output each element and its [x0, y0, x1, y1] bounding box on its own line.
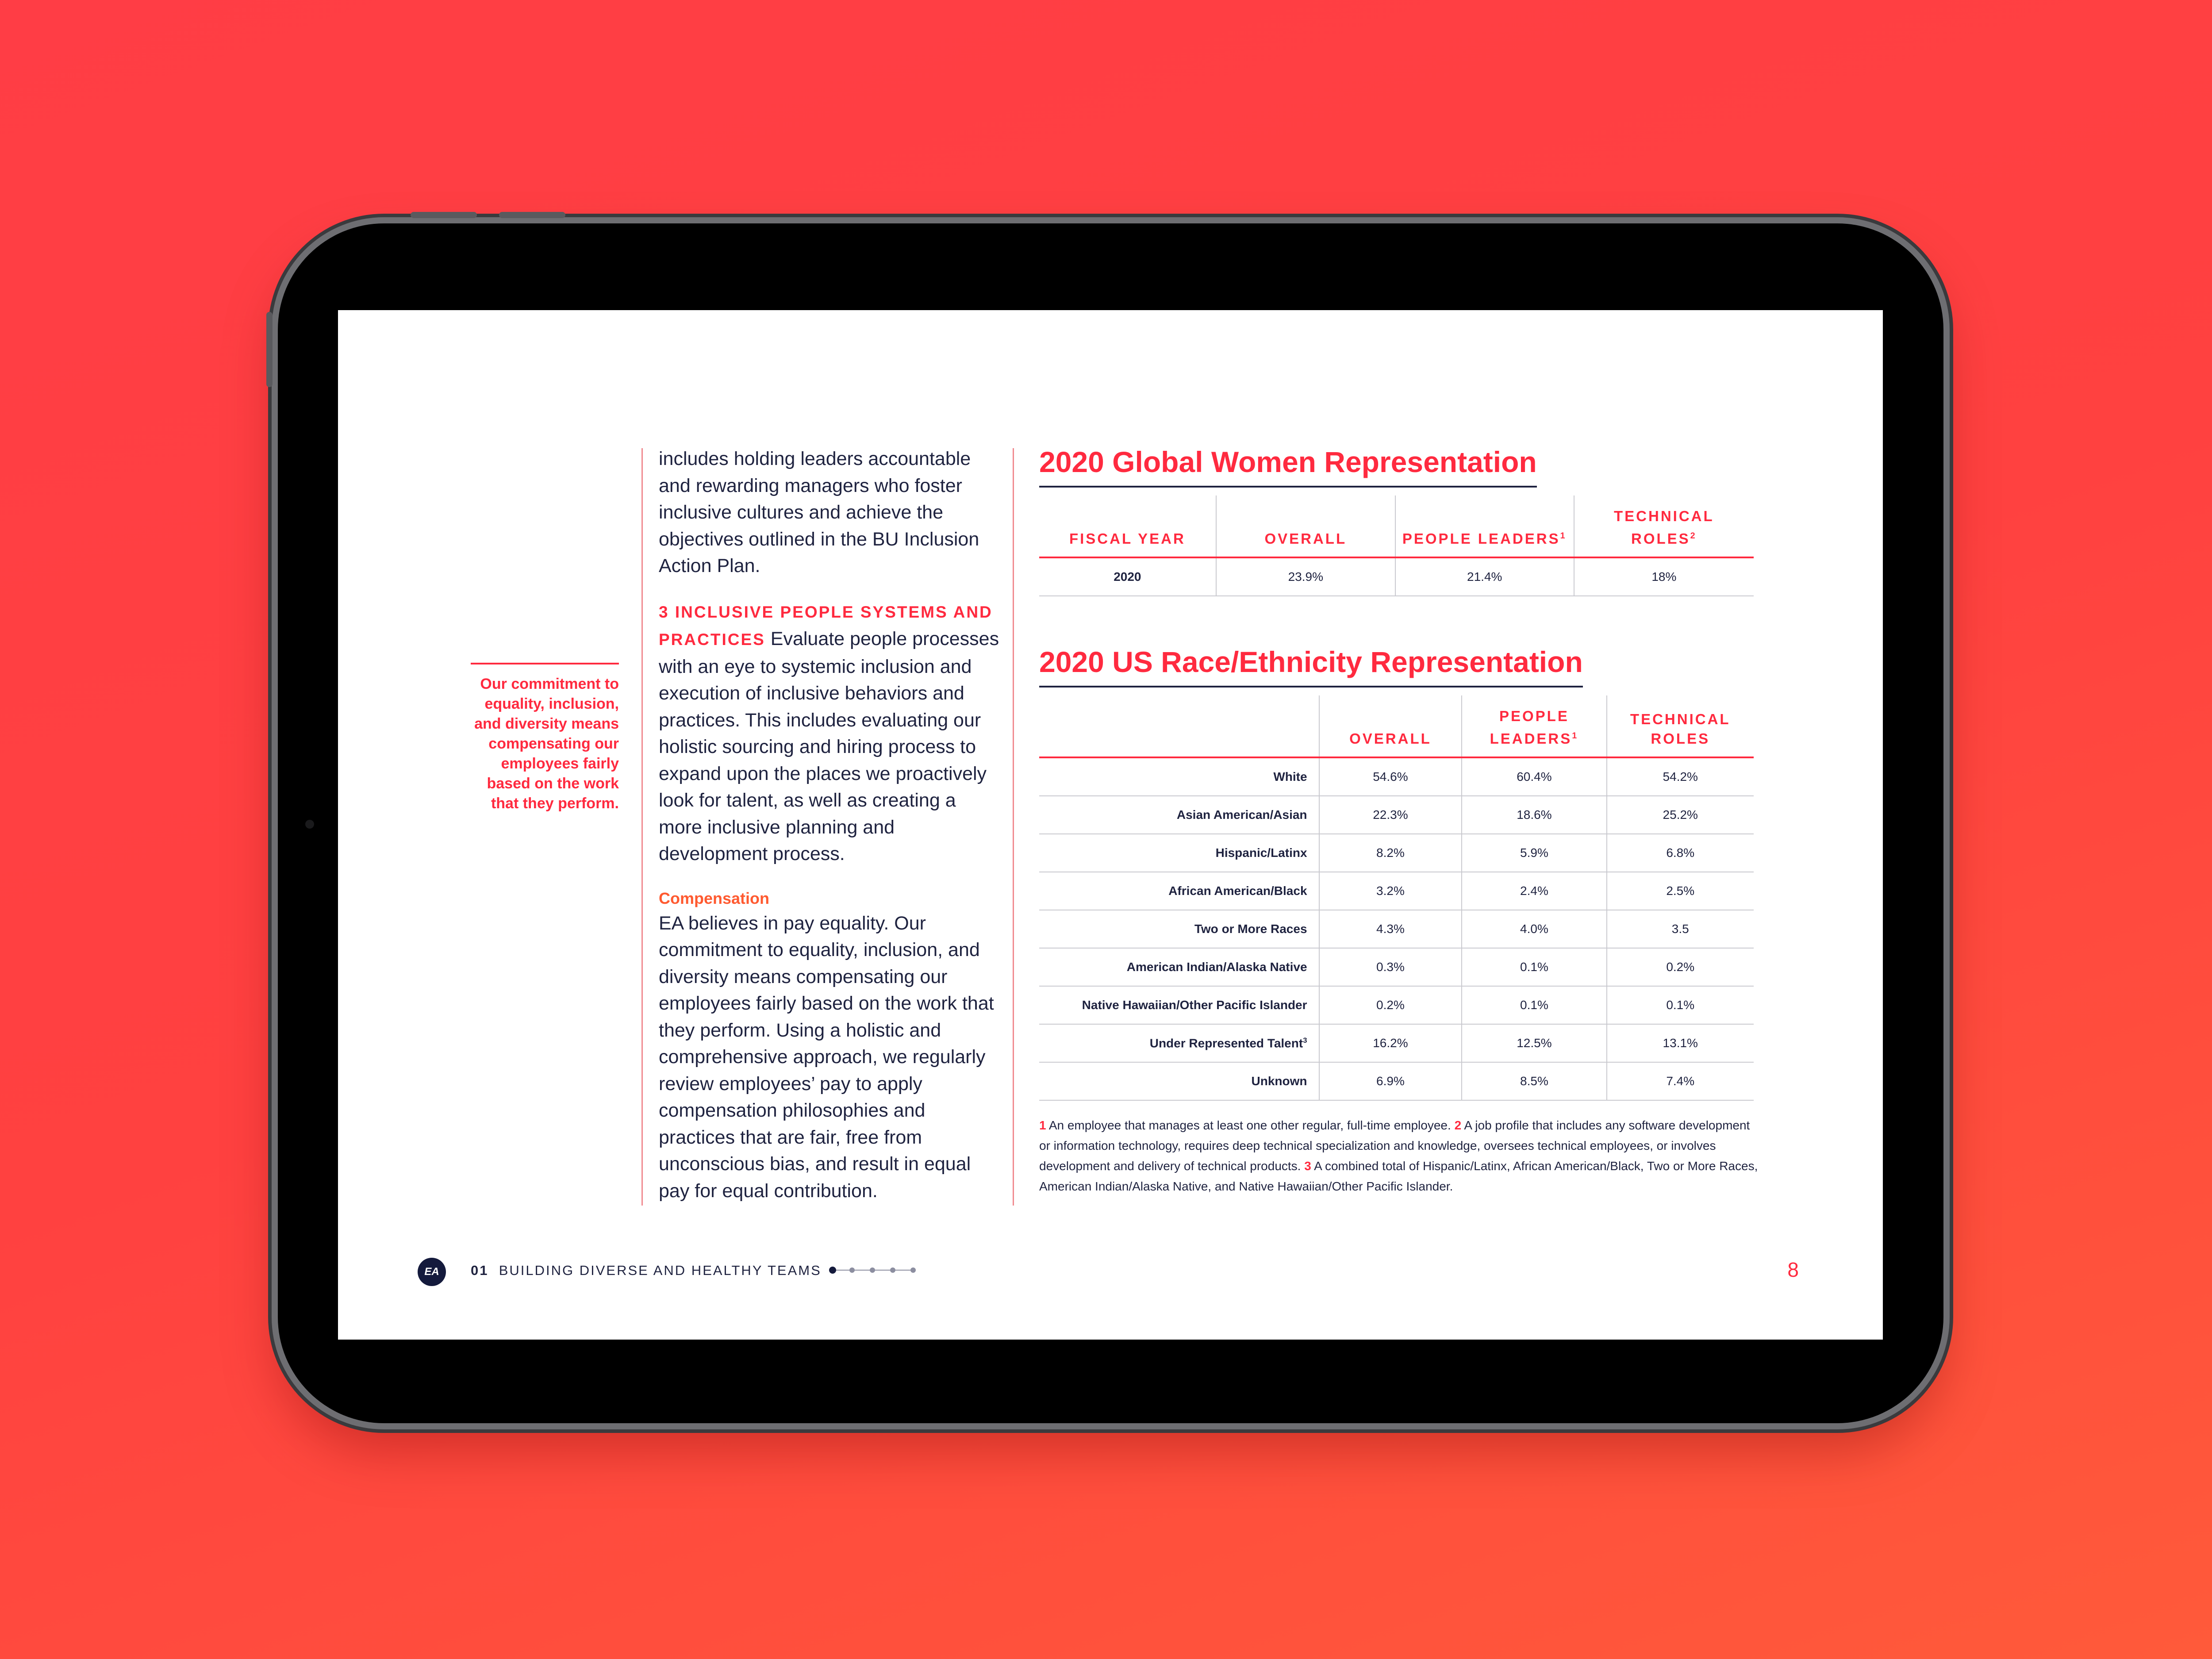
- section-label: [471, 1263, 822, 1279]
- row-label: Hispanic/Latinx: [1039, 834, 1319, 872]
- cell-leaders: 21.4%: [1395, 557, 1574, 596]
- footnote-number: 1: [1039, 1118, 1046, 1132]
- col-people-leaders: PEOPLE LEADERS$^1$: [1462, 695, 1606, 757]
- table-row: [1039, 986, 1754, 1024]
- cell-overall: 0.3%: [1319, 948, 1462, 986]
- footnote-number: 3: [1304, 1159, 1311, 1173]
- body-column: [659, 445, 999, 1204]
- col-overall: OVERALL: [1319, 695, 1462, 757]
- compensation-heading: Compensation: [659, 889, 770, 907]
- col-fiscal-year: FISCAL YEAR: [1069, 530, 1186, 547]
- progress-dot[interactable]: [890, 1267, 895, 1273]
- footnote-text: A job profile that includes any software development or information technology, requires deep technical specialization and knowledge, oversees technical employees, or involves development and delivery of technical products.: [1039, 1118, 1750, 1173]
- camera-icon: [305, 820, 314, 829]
- table-row: [1039, 557, 1754, 596]
- race-table: [1039, 695, 1754, 1101]
- table-row: [1039, 872, 1754, 910]
- women-table-section: [1039, 445, 1754, 596]
- cell-technical: 0.2%: [1607, 948, 1754, 986]
- cell-overall: 3.2%: [1319, 872, 1462, 910]
- race-table-section: [1039, 645, 1754, 1101]
- women-table: [1039, 495, 1754, 596]
- cell-leaders: 2.4%: [1462, 872, 1606, 910]
- cell-technical: 18%: [1574, 557, 1754, 596]
- column-divider-left: [641, 448, 643, 1206]
- body-paragraph: includes holding leaders accountable and rewarding managers who foster inclusive cultures and achieve the objectives outlined in the BU Inclusion Action Plan.: [659, 448, 979, 576]
- cell-leaders: 12.5%: [1462, 1024, 1606, 1062]
- cell-leaders: 0.1%: [1462, 948, 1606, 986]
- cell-technical: 2.5%: [1607, 872, 1754, 910]
- race-table-title: 2020 US Race/Ethnicity Representation: [1039, 645, 1583, 687]
- cell-leaders: 4.0%: [1462, 910, 1606, 948]
- row-label: American Indian/Alaska Native: [1039, 948, 1319, 986]
- row-label: African American/Black: [1039, 872, 1319, 910]
- cell-technical: 6.8%: [1607, 834, 1754, 872]
- document-page: [338, 310, 1883, 1340]
- women-table-title: 2020 Global Women Representation: [1039, 445, 1537, 488]
- col-technical-roles: TECHNICAL ROLES$^2$: [1574, 495, 1754, 557]
- footnote-text: An employee that manages at least one other regular, full-time employee.: [1046, 1118, 1455, 1132]
- table-row: [1039, 834, 1754, 872]
- row-label: Native Hawaiian/Other Pacific Islander: [1039, 986, 1319, 1024]
- inclusive-systems-paragraph: [659, 598, 999, 868]
- progress-dot[interactable]: [849, 1267, 855, 1273]
- cell-technical: 0.1%: [1607, 986, 1754, 1024]
- row-label: White: [1039, 757, 1319, 796]
- col-overall: OVERALL: [1216, 495, 1395, 557]
- cell-overall: 8.2%: [1319, 834, 1462, 872]
- power-button: [266, 312, 273, 387]
- cell-overall: 22.3%: [1319, 796, 1462, 834]
- pull-quote: Our commitment to equality, inclusion, and diversity means compensating our employees fairly based on the work that they perform.: [471, 663, 619, 814]
- volume-down-button: [499, 212, 565, 218]
- inclusive-systems-heading: 3 INCLUSIVE PEOPLE SYSTEMS AND PRACTICES: [659, 603, 993, 649]
- table-row: [1039, 796, 1754, 834]
- volume-up-button: [411, 212, 477, 218]
- table-row: [1039, 1024, 1754, 1062]
- cell-leaders: 8.5%: [1462, 1062, 1606, 1100]
- cell-technical: 13.1%: [1607, 1024, 1754, 1062]
- cell-leaders: 5.9%: [1462, 834, 1606, 872]
- cell-overall: 6.9%: [1319, 1062, 1462, 1100]
- row-label: Unknown: [1039, 1062, 1319, 1100]
- section-title: BUILDING DIVERSE AND HEALTHY TEAMS: [499, 1263, 822, 1278]
- section-number: 01: [471, 1263, 489, 1278]
- cell-overall: 54.6%: [1319, 757, 1462, 796]
- cell-technical: 54.2%: [1607, 757, 1754, 796]
- inclusive-systems-text: Evaluate people processes with an eye to systemic inclusion and execution of inclusive behaviors and practices. This includes evaluating our holistic sourcing and hiring process to expand upon the places we proactively look for talent, as well as creating a more inclusive planning and development process.: [659, 628, 999, 864]
- col-people-leaders: PEOPLE LEADERS$^1$: [1395, 495, 1574, 557]
- row-label: Two or More Races: [1039, 910, 1319, 948]
- table-row: [1039, 948, 1754, 986]
- cell-technical: 25.2%: [1607, 796, 1754, 834]
- cell-technical: 3.5: [1607, 910, 1754, 948]
- compensation-text: EA believes in pay equality. Our commitment to equality, inclusion, and diversity means compensating our employees fairly based on the work that they perform. Using a holistic and comprehensive approach, we regularly review employees’ pay to apply compensation philosophies and practices that are fair, free from unconscious bias, and result in equal pay for equal contribution.: [659, 912, 994, 1202]
- page-number: 8: [1787, 1258, 1799, 1281]
- cell-leaders: 18.6%: [1462, 796, 1606, 834]
- row-label: Asian American/Asian: [1039, 796, 1319, 834]
- cell-year: 2020: [1039, 557, 1216, 596]
- cell-leaders: 60.4%: [1462, 757, 1606, 796]
- progress-dot[interactable]: [910, 1267, 916, 1273]
- ea-logo-icon: EA: [418, 1258, 446, 1286]
- col-technical-roles: TECHNICAL ROLES: [1607, 695, 1754, 757]
- progress-dot[interactable]: [870, 1267, 875, 1273]
- footnote-number: 2: [1454, 1118, 1462, 1132]
- cell-overall: 16.2%: [1319, 1024, 1462, 1062]
- column-divider-right: [1013, 448, 1014, 1206]
- cell-overall: 4.3%: [1319, 910, 1462, 948]
- cell-overall: 0.2%: [1319, 986, 1462, 1024]
- footnotes: [1039, 1115, 1760, 1197]
- table-row: [1039, 910, 1754, 948]
- col-category: [1039, 695, 1319, 757]
- table-row: [1039, 1062, 1754, 1100]
- table-row: [1039, 757, 1754, 796]
- row-label: Under Represented Talent$^3$: [1039, 1024, 1319, 1062]
- progress-dot[interactable]: [829, 1267, 836, 1274]
- tablet-frame: [278, 223, 1943, 1423]
- cell-leaders: 0.1%: [1462, 986, 1606, 1024]
- footnote-text: A combined total of Hispanic/Latinx, African American/Black, Two or More Races, American Indian/Alaska Native, and Native Hawaiian/Other Pacific Islander.: [1039, 1159, 1758, 1193]
- cell-technical: 7.4%: [1607, 1062, 1754, 1100]
- cell-overall: 23.9%: [1216, 557, 1395, 596]
